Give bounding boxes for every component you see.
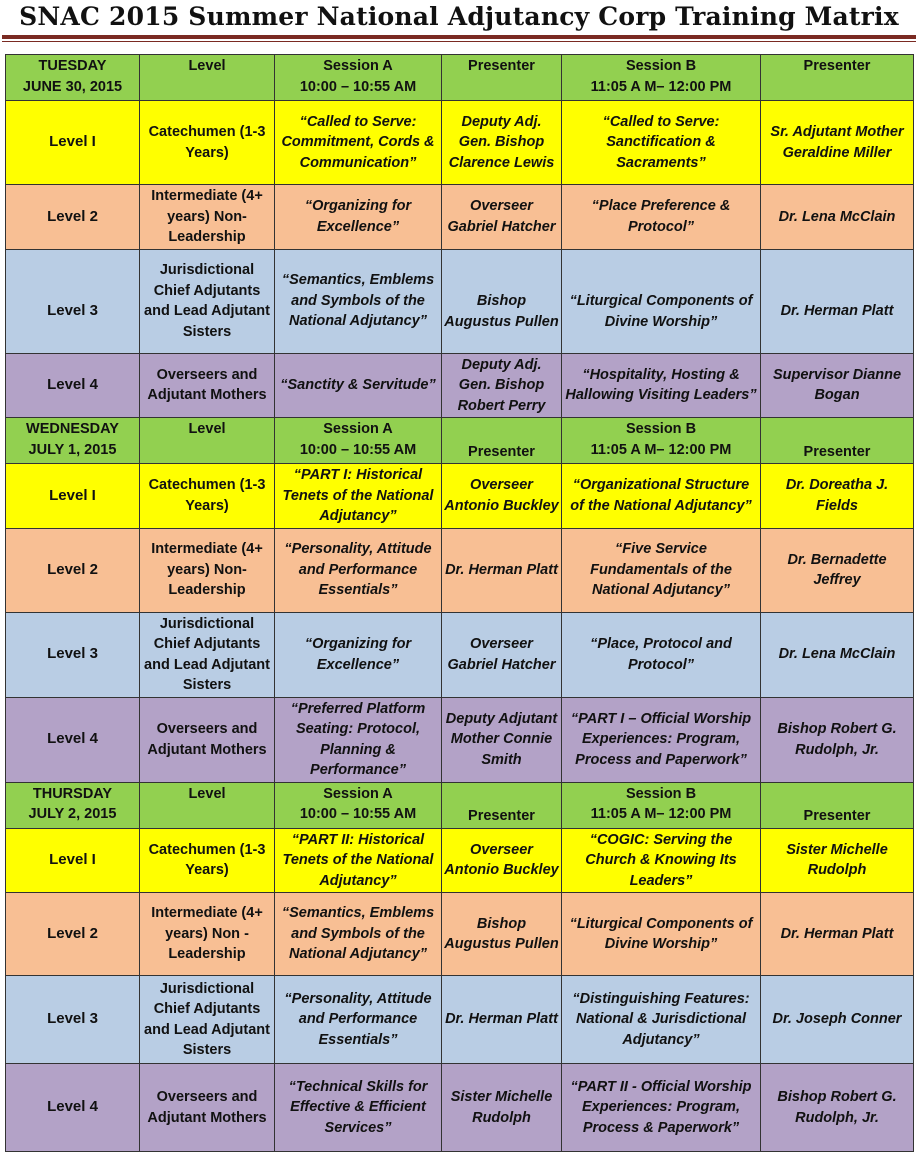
day-header-row — [6, 55, 914, 101]
session-b-cell: “Hospitality, Hosting & Hallowing Visiting Leaders” — [562, 353, 761, 418]
session-a-cell: “PART II: Historical Tenets of the National Adjutancy” — [275, 828, 442, 893]
presenter-b-cell: Dr. Bernadette Jeffrey — [761, 528, 914, 612]
level-cell: Level I — [6, 464, 140, 529]
session-a-label: Session A — [323, 58, 393, 74]
session-a-cell: “Sanctity & Servitude” — [275, 353, 442, 418]
session-a-label: Session A — [323, 785, 393, 802]
day-name: WEDNESDAY — [26, 421, 119, 437]
day-date-cell — [6, 418, 140, 464]
title-rule — [2, 35, 916, 39]
session-b-cell: “Place, Protocol and Protocol” — [562, 612, 761, 697]
group-cell: Overseers and Adjutant Mothers — [140, 697, 275, 782]
level-cell: Level 3 — [6, 976, 140, 1064]
level-cell: Level 3 — [6, 249, 140, 353]
schedule-row — [6, 353, 914, 418]
presenter-a-cell: Overseer Gabriel Hatcher — [442, 185, 562, 250]
session-a-cell: “Personality, Attitude and Performance Essentials” — [275, 528, 442, 612]
session-a-header — [275, 418, 442, 464]
day-date: JUNE 30, 2015 — [22, 78, 123, 95]
session-a-cell: “Semantics, Emblems and Symbols of the National Adjutancy” — [275, 893, 442, 976]
presenter-b-cell: Bishop Robert G. Rudolph, Jr. — [761, 697, 914, 782]
group-cell: Overseers and Adjutant Mothers — [140, 1064, 275, 1152]
presenter-b-cell: Dr. Herman Platt — [761, 249, 914, 353]
day-date-cell — [6, 782, 140, 828]
presenter-b-cell: Bishop Robert G. Rudolph, Jr. — [761, 1064, 914, 1152]
session-b-cell: “Organizational Structure of the National Adjutancy” — [562, 464, 761, 529]
level-column-header: Level — [140, 782, 275, 828]
presenter-b-cell: Dr. Lena McClain — [761, 185, 914, 250]
day-date: JULY 2, 2015 — [28, 806, 117, 822]
level-column-header: Level — [140, 55, 275, 101]
presenter-a-cell: Overseer Antonio Buckley — [442, 828, 562, 893]
presenter-b-cell: Dr. Herman Platt — [761, 893, 914, 976]
presenter-a-cell: Overseer Gabriel Hatcher — [442, 612, 562, 697]
presenter-a-cell: Deputy Adj. Gen. Bishop Robert Perry — [442, 353, 562, 418]
presenter-a-cell: Dr. Herman Platt — [442, 976, 562, 1064]
presenter-b-cell: Sr. Adjutant Mother Geraldine Miller — [761, 101, 914, 185]
presenter-b-cell: Dr. Joseph Conner — [761, 976, 914, 1064]
session-b-cell: “COGIC: Serving the Church & Knowing Its Leaders” — [562, 828, 761, 893]
session-b-label: Session B — [625, 58, 697, 74]
session-b-cell: “Five Service Fundamentals of the National Adjutancy” — [562, 528, 761, 612]
presenter-a-cell: Overseer Antonio Buckley — [442, 464, 562, 529]
schedule-row — [6, 101, 914, 185]
group-cell: Intermediate (4+ years) Non-Leadership — [140, 185, 275, 250]
session-b-cell: “PART II - Official Worship Experiences: Program, Process & Paperwork” — [562, 1064, 761, 1152]
group-cell: Catechumen (1-3 Years) — [140, 464, 275, 529]
day-header-row — [6, 418, 914, 464]
presenter-a-cell: Deputy Adj. Gen. Bishop Clarence Lewis — [442, 101, 562, 185]
session-a-cell: “Organizing for Excellence” — [275, 185, 442, 250]
day-date-cell — [6, 55, 140, 101]
presenter-b-header: Presenter — [761, 418, 914, 464]
schedule-row — [6, 893, 914, 976]
session-a-cell: “Personality, Attitude and Performance Essentials” — [275, 976, 442, 1064]
level-cell: Level 3 — [6, 612, 140, 697]
session-a-time: 10:00 – 10:55 AM — [299, 441, 417, 458]
presenter-b-cell: Dr. Doreatha J. Fields — [761, 464, 914, 529]
schedule-row — [6, 185, 914, 250]
group-cell: Jurisdictional Chief Adjutants and Lead Adjutant Sisters — [140, 976, 275, 1064]
day-date: JULY 1, 2015 — [28, 441, 117, 458]
session-a-label: Session A — [323, 421, 393, 437]
session-b-label: Session B — [625, 785, 697, 802]
session-b-time: 11:05 A M– 12:00 PM — [590, 78, 732, 95]
level-cell: Level 2 — [6, 185, 140, 250]
presenter-a-header: Presenter — [442, 55, 562, 101]
session-a-time: 10:00 – 10:55 AM — [299, 78, 417, 95]
session-b-cell: “Called to Serve: Sanctification & Sacraments” — [562, 101, 761, 185]
session-b-label: Session B — [625, 421, 697, 437]
presenter-b-header: Presenter — [761, 55, 914, 101]
schedule-row — [6, 528, 914, 612]
level-cell: Level I — [6, 101, 140, 185]
session-b-cell: “Liturgical Components of Divine Worship” — [562, 893, 761, 976]
schedule-row — [6, 976, 914, 1064]
session-a-cell: “Semantics, Emblems and Symbols of the National Adjutancy” — [275, 249, 442, 353]
session-b-header — [562, 782, 761, 828]
session-a-header — [275, 55, 442, 101]
session-a-cell: “Organizing for Excellence” — [275, 612, 442, 697]
session-b-time: 11:05 A M– 12:00 PM — [590, 806, 732, 822]
group-cell: Overseers and Adjutant Mothers — [140, 353, 275, 418]
day-name: THURSDAY — [32, 785, 113, 802]
schedule-row — [6, 612, 914, 697]
presenter-b-cell: Sister Michelle Rudolph — [761, 828, 914, 893]
session-a-cell: “PART I: Historical Tenets of the National Adjutancy” — [275, 464, 442, 529]
title-rule-thin — [2, 41, 916, 42]
presenter-a-cell: Bishop Augustus Pullen — [442, 893, 562, 976]
presenter-a-header: Presenter — [442, 782, 562, 828]
group-cell: Jurisdictional Chief Adjutants and Lead Adjutant Sisters — [140, 612, 275, 697]
presenter-a-cell: Bishop Augustus Pullen — [442, 249, 562, 353]
level-cell: Level 2 — [6, 528, 140, 612]
session-a-cell: “Called to Serve: Commitment, Cords & Communication” — [275, 101, 442, 185]
presenter-b-cell: Supervisor Dianne Bogan — [761, 353, 914, 418]
session-a-header — [275, 782, 442, 828]
group-cell: Catechumen (1-3 Years) — [140, 101, 275, 185]
level-cell: Level 4 — [6, 697, 140, 782]
session-a-cell: “Preferred Platform Seating: Protocol, Planning & Performance” — [275, 697, 442, 782]
presenter-b-cell: Dr. Lena McClain — [761, 612, 914, 697]
presenter-a-header: Presenter — [442, 418, 562, 464]
group-cell: Intermediate (4+ years) Non -Leadership — [140, 893, 275, 976]
group-cell: Jurisdictional Chief Adjutants and Lead Adjutant Sisters — [140, 249, 275, 353]
level-cell: Level 4 — [6, 353, 140, 418]
level-column-header: Level — [140, 418, 275, 464]
session-b-header — [562, 418, 761, 464]
presenter-a-cell: Sister Michelle Rudolph — [442, 1064, 562, 1152]
page-title: SNAC 2015 Summer National Adjutancy Corp Training Matrix — [19, 2, 899, 31]
schedule-row — [6, 697, 914, 782]
schedule-row — [6, 1064, 914, 1152]
session-b-cell: “Place Preference & Protocol” — [562, 185, 761, 250]
session-b-cell: “Liturgical Components of Divine Worship” — [562, 249, 761, 353]
session-b-time: 11:05 A M– 12:00 PM — [590, 441, 732, 458]
training-matrix-table — [5, 54, 914, 1152]
day-name: TUESDAY — [38, 58, 107, 74]
day-header-row — [6, 782, 914, 828]
level-cell: Level 4 — [6, 1064, 140, 1152]
presenter-a-cell: Dr. Herman Platt — [442, 528, 562, 612]
schedule-row — [6, 249, 914, 353]
group-cell: Catechumen (1-3 Years) — [140, 828, 275, 893]
level-cell: Level I — [6, 828, 140, 893]
schedule-row — [6, 464, 914, 529]
schedule-row — [6, 828, 914, 893]
session-a-cell: “Technical Skills for Effective & Efficient Services” — [275, 1064, 442, 1152]
presenter-b-header: Presenter — [761, 782, 914, 828]
level-cell: Level 2 — [6, 893, 140, 976]
session-b-cell: “PART I – Official Worship Experiences: Program, Process and Paperwork” — [562, 697, 761, 782]
presenter-a-cell: Deputy Adjutant Mother Connie Smith — [442, 697, 562, 782]
session-b-header — [562, 55, 761, 101]
session-a-time: 10:00 – 10:55 AM — [299, 806, 417, 822]
session-b-cell: “Distinguishing Features: National & Jurisdictional Adjutancy” — [562, 976, 761, 1064]
group-cell: Intermediate (4+ years) Non-Leadership — [140, 528, 275, 612]
